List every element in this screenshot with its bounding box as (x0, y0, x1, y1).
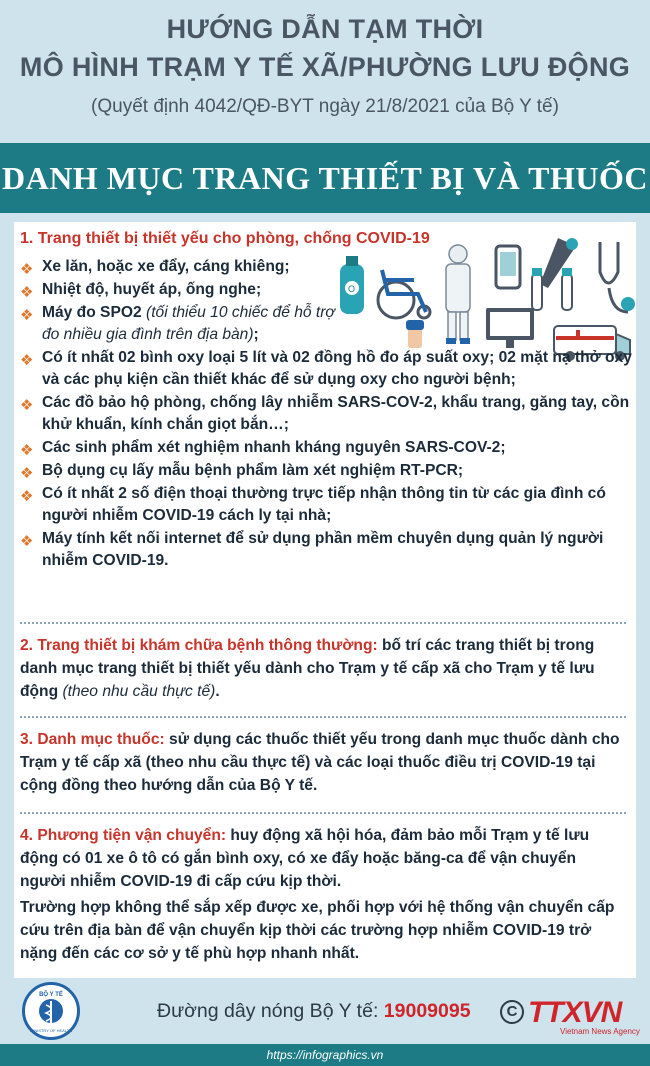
bullet-icon: ❖ (20, 307, 34, 324)
svg-text:BỘ Y TẾ: BỘ Y TẾ (39, 992, 63, 998)
equipment-list (20, 256, 632, 573)
svg-text:MINISTRY OF HEALTH: MINISTRY OF HEALTH (29, 1028, 73, 1033)
section-3-label: 3. Danh mục thuốc: (20, 731, 165, 748)
bullet-icon: ❖ (20, 465, 34, 482)
footer (0, 978, 650, 1044)
divider (20, 622, 626, 624)
bullet-icon: ❖ (20, 352, 34, 369)
bullet-icon: ❖ (20, 397, 34, 414)
section-2-label: 2. Trang thiết bị khám chữa bệnh thông thường: (20, 637, 378, 654)
bullet-icon: ❖ (20, 488, 34, 505)
section-4-paragraph-2: Trường hợp không thể sắp xếp được xe, phối hợp với hệ thống vận chuyển cấp cứu trên địa bàn để vận chuyển kịp thời các trường hợp nhiễm COVID-19 trở nặng đến các cơ sở y tế phù hợp nhanh nhất. (20, 899, 615, 962)
section-3-paragraph: 3. Danh mục thuốc: sử dụng các thuốc thiết yếu trong danh mục thuốc dành cho Trạm y tế cấp xã (theo nhu cầu thực tế) và các loại thuốc điều trị COVID-19 tại cộng đồng theo hướng dẫn của Bộ Y tế. (20, 731, 620, 794)
content-panel (14, 222, 636, 978)
bullet-icon: ❖ (20, 533, 34, 550)
list-item: ❖ Bộ dụng cụ lấy mẫu bệnh phẩm làm xét nghiệm RT-PCR; (20, 462, 464, 482)
banner-text: DANH MỤC TRANG THIẾT BỊ VÀ THUỐC (1, 159, 649, 196)
ministry-logo (22, 982, 80, 1040)
agency-logo: TTXVN (528, 996, 622, 1029)
caduceus-icon (25, 985, 77, 1037)
list-item: ❖ Nhiệt độ, huyết áp, ống nghe; (20, 281, 262, 301)
section-banner (0, 143, 650, 213)
website-link[interactable]: https://infographics.vn (266, 1048, 384, 1062)
page-title-line2: MÔ HÌNH TRẠM Y TẾ XÃ/PHƯỜNG LƯU ĐỘNG (19, 52, 631, 82)
list-item: ❖ Máy đo SPO2 (tối thiểu 10 chiếc để hỗ trợ đo nhiều gia đình trên địa bàn); (20, 304, 335, 343)
copyright-icon: C (500, 1000, 524, 1024)
list-item: ❖ Các sinh phẩm xét nghiệm nhanh kháng nguyên SARS-COV-2; (20, 439, 506, 459)
list-item: ❖ Có ít nhất 02 bình oxy loại 5 lít và 02 đồng hồ đo áp suất oxy; 02 mặt nạ thở oxy và các phụ kiện cần thiết khác để sử dụng oxy cho người bệnh; (20, 349, 632, 388)
divider (20, 812, 626, 814)
list-item: ❖ Các đồ bảo hộ phòng, chống lây nhiễm SARS-COV-2, khẩu trang, găng tay, cồn khử khuẩn, kính chắn giọt bắn…; (20, 394, 630, 433)
agency-subtitle: Vietnam News Agency (560, 1027, 640, 1036)
page-subtitle: (Quyết định 4042/QĐ-BYT ngày 21/8/2021 của Bộ Y tế) (91, 96, 559, 117)
section-2-paragraph: 2. Trang thiết bị khám chữa bệnh thông thường: bố trí các trang thiết bị trong danh mục trang thiết bị thiết yếu dành cho Trạm y tế cấp xã cho Trạm y tế lưu động (theo nhu cầu thực tế). (20, 637, 595, 700)
hotline-text: Đường dây nóng Bộ Y tế: 19009095 (157, 1000, 471, 1022)
hotline-number: 19009095 (383, 1000, 471, 1022)
list-item: ❖ Xe lăn, hoặc xe đẩy, cáng khiêng; (20, 258, 290, 278)
list-item: ❖ Máy tính kết nối internet để sử dụng phần mềm chuyên dụng quản lý người nhiễm COVID-19. (20, 530, 604, 569)
bullet-icon: ❖ (20, 284, 34, 301)
page-title-line1: HƯỚNG DẪN TẠM THỜI (166, 14, 484, 44)
divider (20, 716, 626, 718)
svg-text:O: O (348, 284, 356, 294)
section-4-paragraph: 4. Phương tiện vận chuyển: huy động xã hội hóa, đảm bảo mỗi Trạm y tế lưu động có 01 xe ô tô có gắn bình oxy, có xe đẩy hoặc băng-ca để vận chuyển người nhiễm COVID-19 đi cấp cứu kịp thời. (20, 827, 590, 890)
website-bar (0, 1044, 650, 1066)
list-item: ❖ Có ít nhất 2 số điện thoại thường trực tiếp nhận thông tin từ các gia đình có người nhiễm COVID-19 cách ly tại nhà; (20, 485, 606, 524)
header (0, 0, 650, 140)
bullet-icon: ❖ (20, 261, 34, 278)
bullet-icon: ❖ (20, 442, 34, 459)
section-1-title: 1. Trang thiết bị thiết yếu cho phòng, chống COVID-19 (20, 230, 430, 247)
section-4-label: 4. Phương tiện vận chuyển: (20, 827, 227, 844)
